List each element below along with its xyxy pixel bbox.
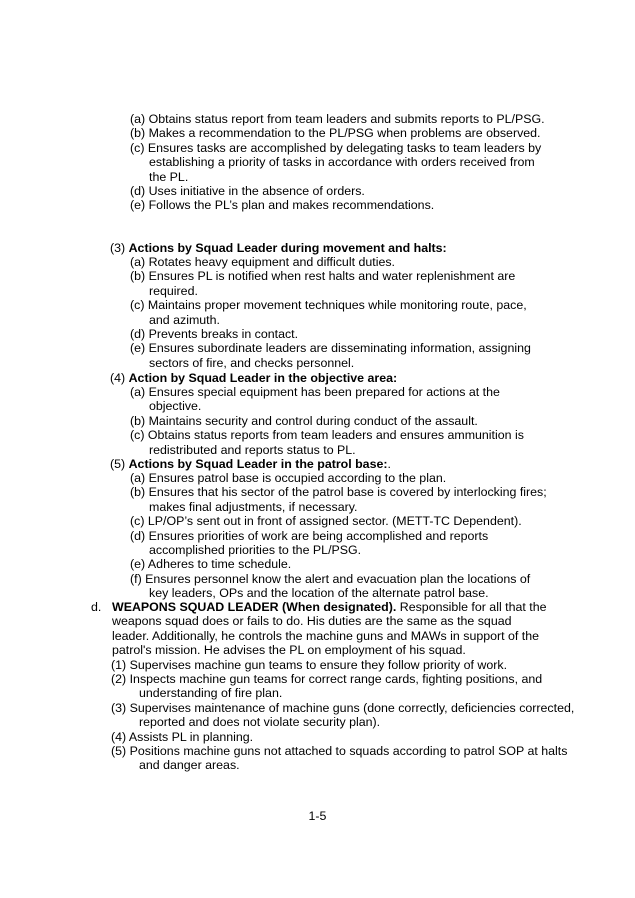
item-text: Supervises maintenance of machine guns (done correctly, deficiencies corrected, reported and does not violate security plan).	[129, 701, 575, 730]
item-text: Inspects machine gun teams for correct range cards, fighting positions, and understanding of fire plan.	[129, 672, 543, 701]
item-label: (e)	[130, 341, 146, 356]
item-label: (e)	[130, 557, 146, 572]
section-body-text: Responsible for all that the weapons squad does or fails to do. His duties are the same as the squad leader. Additionally, he controls the machine guns and MAWs in support of the patrol's mission. He advises the PL on employment of his squad.	[112, 600, 547, 658]
heading-suffix: .	[387, 457, 391, 471]
item-label: (d)	[130, 528, 146, 543]
section-heading: Actions by Squad Leader in the patrol base:	[128, 457, 388, 471]
list-item	[130, 269, 550, 298]
item-label: (d)	[130, 327, 146, 342]
item-text: Prevents breaks in contact.	[148, 327, 299, 342]
list-item	[130, 428, 550, 457]
item-text: Ensures patrol base is occupied according to the plan.	[148, 471, 447, 485]
item-label: (c)	[130, 428, 145, 443]
list-item	[130, 485, 550, 514]
item-text: Maintains proper movement techniques while monitoring route, pace, and azimuth.	[147, 298, 527, 327]
section-d-body	[112, 600, 552, 658]
list-item	[111, 730, 579, 744]
section-heading: WEAPONS SQUAD LEADER (When designated).	[112, 600, 397, 614]
item-label: (f)	[130, 571, 142, 586]
section-4-heading	[110, 371, 550, 385]
item-text: Rotates heavy equipment and difficult duties.	[148, 255, 395, 269]
item-label: (d)	[130, 184, 146, 199]
list-item	[130, 184, 550, 198]
item-label: (b)	[130, 126, 146, 141]
list-item	[130, 141, 550, 184]
item-label: (a)	[130, 385, 146, 399]
item-label: (4)	[111, 730, 127, 744]
item-text: Makes a recommendation to the PL/PSG when problems are observed.	[148, 126, 541, 141]
item-text: Ensures special equipment has been prepared for actions at the objective.	[148, 385, 500, 414]
section-3-heading	[110, 241, 550, 255]
section-label: (5)	[110, 457, 126, 471]
item-label: (c)	[130, 298, 145, 313]
section-5-heading	[110, 457, 550, 471]
list-item	[130, 255, 550, 269]
item-text: Ensures tasks are accomplished by delegating tasks to team leaders by establishing a priority of tasks in accordance with orders received from the PL.	[147, 140, 542, 184]
item-text: LP/OP’s sent out in front of assigned sector. (METT-TC Dependent).	[147, 514, 522, 529]
item-label: (a)	[130, 112, 146, 126]
list-item	[111, 744, 579, 773]
item-text: Supervises machine gun teams to ensure they follow priority of work.	[129, 658, 508, 672]
list-item	[130, 198, 550, 212]
page-number: 1-5	[308, 809, 327, 823]
item-text: Ensures PL is notified when rest halts and water replenishment are required.	[148, 269, 516, 298]
item-text: Maintains security and control during conduct of the assault.	[148, 413, 478, 428]
item-text: Follows the PL’s plan and makes recommendations.	[148, 198, 435, 213]
section-4-items	[130, 385, 550, 457]
item-text: Obtains status reports from team leaders and ensures ammunition is redistributed and reports status to PL.	[147, 428, 524, 457]
section-3-items	[130, 255, 550, 370]
list-item	[111, 672, 579, 701]
item-label: (b)	[130, 485, 146, 500]
item-text: Ensures personnel know the alert and evacuation plan the locations of key leaders, OPs and the location of the alternate patrol base.	[145, 571, 531, 601]
list-item	[130, 572, 550, 601]
section-label: d.	[91, 600, 102, 614]
item-text: Ensures subordinate leaders are disseminating information, assigning sectors of fire, and checks personnel.	[148, 341, 531, 370]
list-item	[130, 514, 550, 528]
item-label: (2)	[111, 672, 127, 686]
item-text: Obtains status report from team leaders and submits reports to PL/PSG.	[148, 112, 545, 126]
item-text: Uses initiative in the absence of orders.	[148, 184, 365, 199]
item-text: Positions machine guns not attached to squads according to patrol SOP at halts and danger areas.	[129, 744, 568, 773]
list-item	[111, 701, 579, 730]
item-label: (c)	[130, 514, 145, 529]
item-text: Assists PL in planning.	[128, 730, 254, 744]
item-label: (3)	[111, 701, 127, 715]
list-item	[130, 557, 550, 571]
list-item	[130, 298, 550, 327]
item-text: Ensures that his sector of the patrol base is covered by interlocking fires; makes final adjustments, if necessary.	[148, 485, 547, 514]
section-label: (4)	[110, 371, 126, 385]
item-text: Ensures priorities of work are being accomplished and reports accomplished priorities to the PL/PSG.	[148, 528, 489, 558]
item-label: (1)	[111, 658, 127, 672]
item-label: (b)	[130, 269, 146, 284]
item-text: Adheres to time schedule.	[147, 557, 292, 572]
item-label: (b)	[130, 413, 146, 428]
list-item	[130, 112, 550, 126]
item-label: (a)	[130, 255, 146, 269]
section-label: (3)	[110, 241, 126, 255]
list-item	[130, 414, 550, 428]
list-item	[130, 529, 550, 558]
section-heading: Action by Squad Leader in the objective area:	[128, 371, 398, 385]
item-label: (a)	[130, 471, 146, 485]
item-label: (e)	[130, 198, 146, 213]
continued-items	[130, 112, 550, 213]
section-d-paragraph	[91, 600, 552, 658]
list-item	[130, 471, 550, 485]
list-item	[130, 341, 550, 370]
list-item	[130, 126, 550, 140]
list-item	[130, 385, 550, 414]
list-item	[111, 658, 579, 672]
item-label: (c)	[130, 140, 145, 155]
section-5-items	[130, 471, 550, 601]
section-heading: Actions by Squad Leader during movement and halts:	[128, 241, 447, 255]
item-label: (5)	[111, 744, 127, 758]
list-item	[130, 327, 550, 341]
